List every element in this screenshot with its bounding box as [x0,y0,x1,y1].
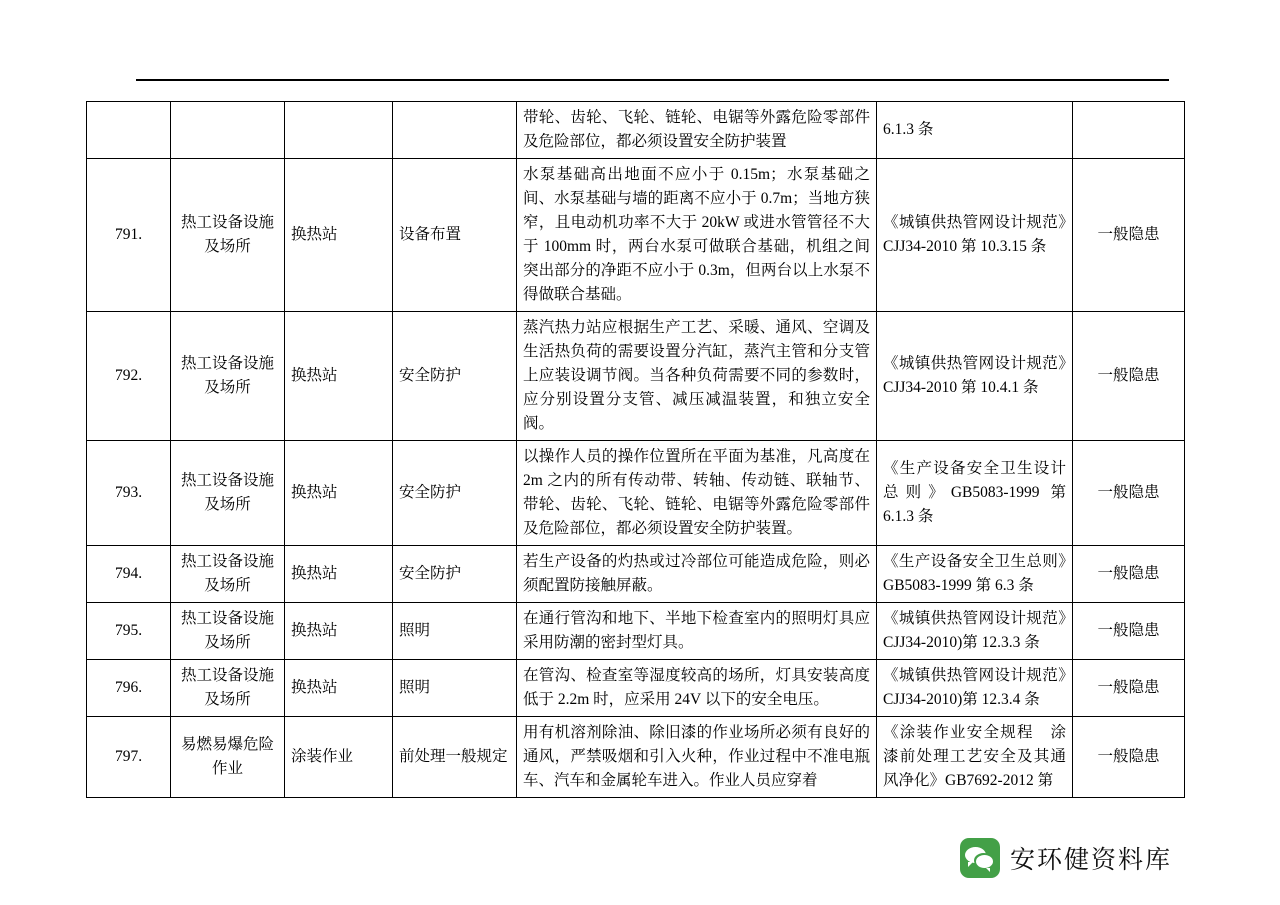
row-item: 安全防护 [393,546,517,603]
row-item: 安全防护 [393,441,517,546]
row-number: 795. [87,603,171,660]
row-description: 带轮、齿轮、飞轮、链轮、电锯等外露危险零部件及危险部位，都必须设置安全防护装置 [517,102,877,159]
row-site: 换热站 [285,660,393,717]
row-level: 一般隐患 [1073,660,1185,717]
row-number: 797. [87,717,171,798]
header-rule [136,79,1169,81]
row-reference: 6.1.3 条 [877,102,1073,159]
row-item: 前处理一般规定 [393,717,517,798]
row-item: 照明 [393,660,517,717]
row-reference: 《涂装作业安全规程 涂漆前处理工艺安全及其通风净化》GB7692-2012 第 [877,717,1073,798]
row-category: 热工设备设施及场所 [171,660,285,717]
table-row [87,717,1185,798]
row-number: 793. [87,441,171,546]
row-category: 热工设备设施及场所 [171,441,285,546]
row-site: 换热站 [285,312,393,441]
row-level: 一般隐患 [1073,603,1185,660]
row-reference: 《城镇供热管网设计规范》CJJ34-2010 第 10.3.15 条 [877,159,1073,312]
table-row [87,159,1185,312]
row-description: 在管沟、检查室等湿度较高的场所，灯具安装高度低于 2.2m 时，应采用 24V 以下的安全电压。 [517,660,877,717]
row-site: 换热站 [285,546,393,603]
row-level: 一般隐患 [1073,312,1185,441]
row-site [285,102,393,159]
row-site: 换热站 [285,159,393,312]
row-category: 热工设备设施及场所 [171,603,285,660]
hazard-table-body [87,102,1185,798]
hazard-table-container [86,101,1184,798]
row-category: 热工设备设施及场所 [171,546,285,603]
row-level [1073,102,1185,159]
row-category: 易燃易爆危险作业 [171,717,285,798]
row-reference: 《生产设备安全卫生设计总则》GB5083-1999 第 6.1.3 条 [877,441,1073,546]
row-item [393,102,517,159]
row-description: 水泵基础高出地面不应小于 0.15m；水泵基础之间、水泵基础与墙的距离不应小于 0.7m；当地方狭窄，且电动机功率不大于 20kW 或进水管管径不大于 100mm 时，两台水泵可做联合基础，机组之间突出部分的净距不应小于 0.3m，但两台以上水泵不得做联合基础。 [517,159,877,312]
row-number: 794. [87,546,171,603]
row-number: 792. [87,312,171,441]
row-reference: 《生产设备安全卫生总则》GB5083-1999 第 6.3 条 [877,546,1073,603]
row-description: 蒸汽热力站应根据生产工艺、采暖、通风、空调及生活热负荷的需要设置分汽缸，蒸汽主管和分支管上应装设调节阀。当各种负荷需要不同的参数时，应分别设置分支管、减压减温装置，和独立安全阀。 [517,312,877,441]
row-item: 安全防护 [393,312,517,441]
watermark-logo [960,838,1172,878]
row-site: 换热站 [285,441,393,546]
row-level: 一般隐患 [1073,717,1185,798]
table-row [87,603,1185,660]
row-reference: 《城镇供热管网设计规范》CJJ34-2010 第 10.4.1 条 [877,312,1073,441]
row-reference: 《城镇供热管网设计规范》CJJ34-2010)第 12.3.4 条 [877,660,1073,717]
row-description: 在通行管沟和地下、半地下检查室内的照明灯具应采用防潮的密封型灯具。 [517,603,877,660]
row-description: 用有机溶剂除油、除旧漆的作业场所必须有良好的通风，严禁吸烟和引入火种，作业过程中不准电瓶车、汽车和金属轮车进入。作业人员应穿着 [517,717,877,798]
watermark-label: 安环健资料库 [1010,846,1173,874]
row-item: 照明 [393,603,517,660]
row-category: 热工设备设施及场所 [171,312,285,441]
row-number: 791. [87,159,171,312]
row-number [87,102,171,159]
table-row [87,546,1185,603]
table-row [87,660,1185,717]
row-site: 换热站 [285,603,393,660]
row-number: 796. [87,660,171,717]
row-description: 若生产设备的灼热或过冷部位可能造成危险，则必须配置防接触屏蔽。 [517,546,877,603]
row-site: 涂装作业 [285,717,393,798]
row-category [171,102,285,159]
table-row [87,441,1185,546]
row-reference: 《城镇供热管网设计规范》CJJ34-2010)第 12.3.3 条 [877,603,1073,660]
row-category: 热工设备设施及场所 [171,159,285,312]
row-description: 以操作人员的操作位置所在平面为基准，凡高度在 2m 之内的所有传动带、转轴、传动链、联轴节、带轮、齿轮、飞轮、链轮、电锯等外露危险零部件及危险部位，都必须设置安全防护装置。 [517,441,877,546]
hazard-table [86,101,1185,798]
table-row [87,312,1185,441]
wechat-icon [960,838,1000,878]
row-level: 一般隐患 [1073,441,1185,546]
row-item: 设备布置 [393,159,517,312]
table-row [87,102,1185,159]
row-level: 一般隐患 [1073,546,1185,603]
row-level: 一般隐患 [1073,159,1185,312]
